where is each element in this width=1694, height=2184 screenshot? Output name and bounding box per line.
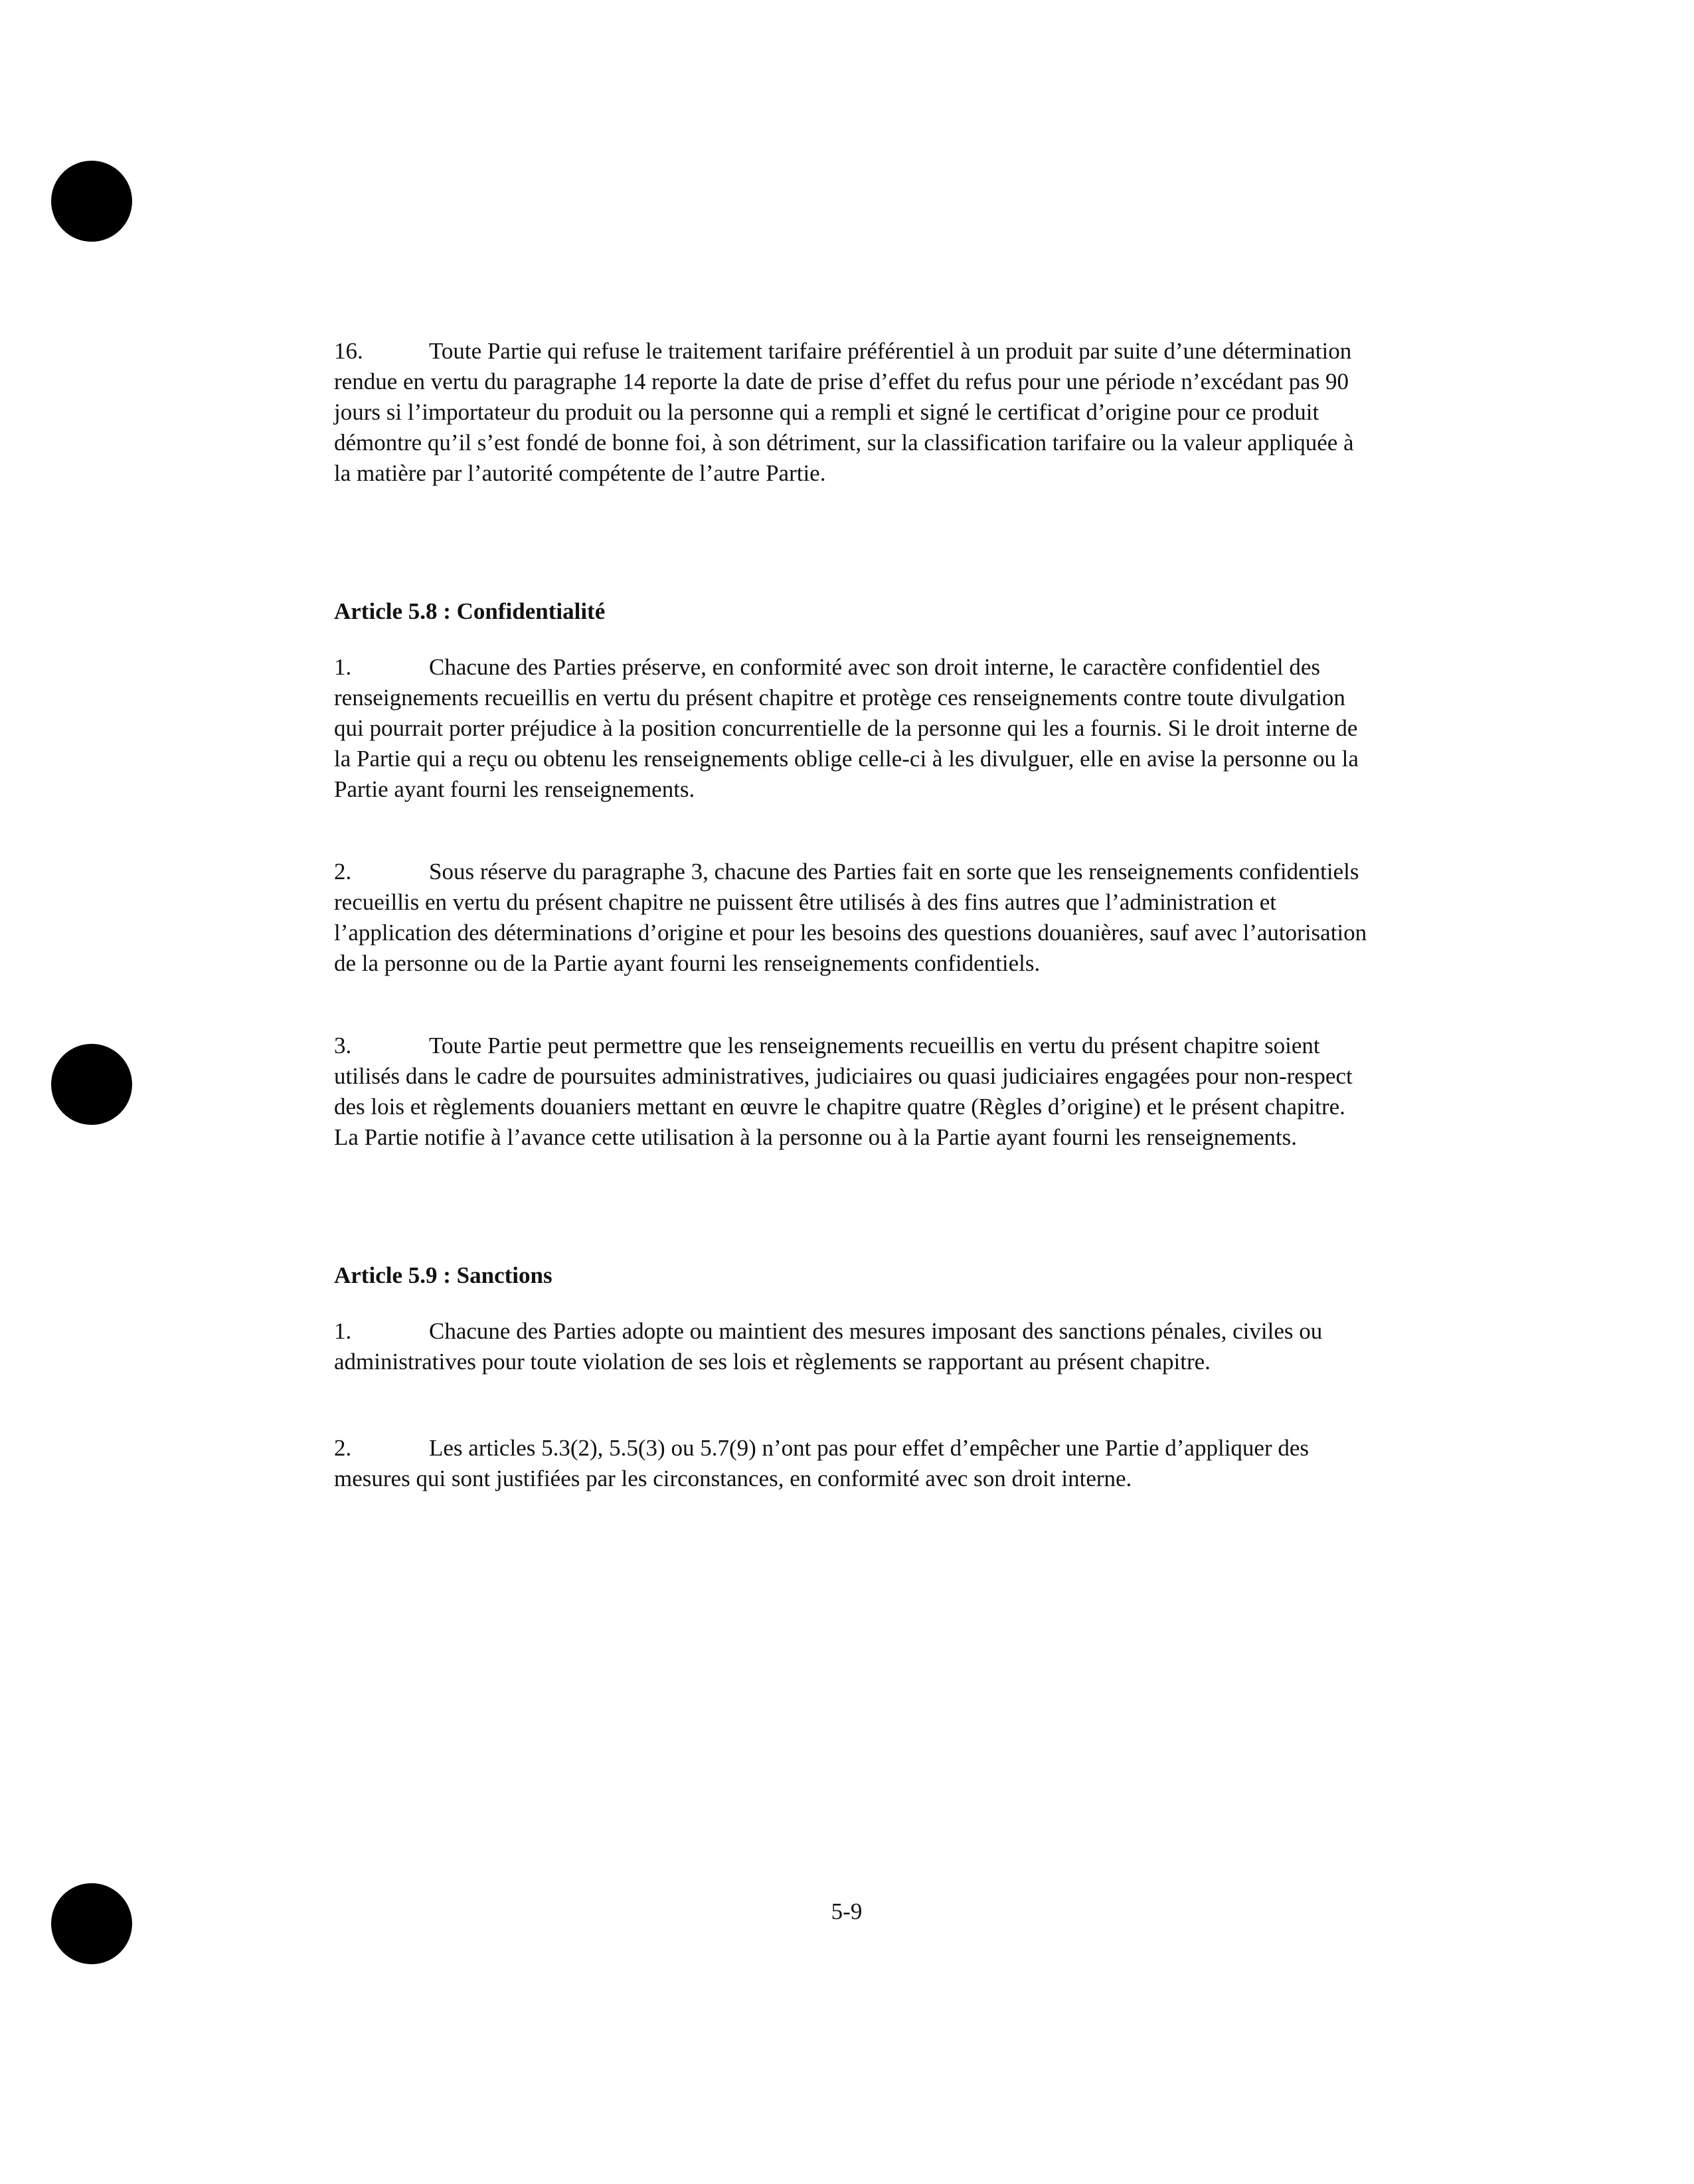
paragraph-number: 1. xyxy=(334,654,352,680)
article-5-9-paragraph-1 xyxy=(334,1316,1370,1377)
binder-punch-hole xyxy=(51,1044,132,1125)
article-5-9-heading: Article 5.9 : Sanctions xyxy=(334,1262,552,1288)
paragraph-text: Les articles 5.3(2), 5.5(3) ou 5.7(9) n’ont pas pour effet d’empêcher une Partie d’appliquer des mesures qui sont justifiées par les circonstances, en conformité avec son droit interne. xyxy=(334,1435,1310,1491)
paragraph-text: Chacune des Parties préserve, en conformité avec son droit interne, le caractère confidentiel des renseignements recueillis en vertu du présent chapitre et protège ces renseignements contre toute divulgation qui pourrait porter préjudice à la position concurrentielle de la personne qui les a fournis. Si le droit interne de la Partie qui a reçu ou obtenu les renseignements oblige celle-ci à les divulguer, elle en avise la personne ou la Partie ayant fourni les renseignements. xyxy=(334,654,1359,802)
article-5-8-paragraph-1 xyxy=(334,652,1370,805)
paragraph-number: 2. xyxy=(334,1435,352,1461)
binder-punch-hole xyxy=(51,161,132,242)
paragraph-number: 3. xyxy=(334,1033,352,1058)
paragraph-text: Sous réserve du paragraphe 3, chacune des Parties fait en sorte que les renseignements confidentiels recueillis en vertu du présent chapitre ne puissent être utilisés à des fins autres que l’administration et l’application des déterminations d’origine et pour les besoins des questions douanières, sauf avec l’autorisation de la personne ou de la Partie ayant fourni les renseignements confidentiels. xyxy=(334,859,1367,976)
paragraph-number: 2. xyxy=(334,859,352,884)
paragraph-number: 1. xyxy=(334,1318,352,1344)
paragraph-16 xyxy=(334,336,1370,489)
paragraph-number: 16. xyxy=(334,338,363,364)
paragraph-text: Toute Partie peut permettre que les renseignements recueillis en vertu du présent chapitre soient utilisés dans le cadre de poursuites administratives, judiciaires ou quasi judiciaires engagées pour non-respect des lois et règlements douaniers mettant en œuvre le chapitre quatre (Règles d’origine) et le présent chapitre. La Partie notifie à l’avance cette utilisation à la personne ou à la Partie ayant fourni les renseignements. xyxy=(334,1033,1353,1150)
article-5-8-paragraph-3 xyxy=(334,1031,1370,1153)
document-body xyxy=(334,0,1370,2184)
article-5-8-paragraph-2 xyxy=(334,857,1370,979)
article-5-9-paragraph-2 xyxy=(334,1433,1370,1494)
paragraph-text: Chacune des Parties adopte ou maintient des mesures imposant des sanctions pénales, civiles ou administratives pour toute violation de ses lois et règlements se rapportant au présent chapitre. xyxy=(334,1318,1323,1375)
page-number: 5-9 xyxy=(831,1898,863,1924)
paragraph-text: Toute Partie qui refuse le traitement tarifaire préférentiel à un produit par suite d’une détermination rendue en vertu du paragraphe 14 reporte la date de prise d’effet du refus pour une période n’excédant pas 90 jours si l’importateur du produit ou la personne qui a rempli et signé le certificat d’origine pour ce produit démontre qu’il s’est fondé de bonne foi, à son détriment, sur la classification tarifaire ou la valeur appliquée à la matière par l’autorité compétente de l’autre Partie. xyxy=(334,338,1354,486)
article-5-8-heading: Article 5.8 : Confidentialité xyxy=(334,598,606,624)
binder-punch-hole xyxy=(51,1883,132,1964)
